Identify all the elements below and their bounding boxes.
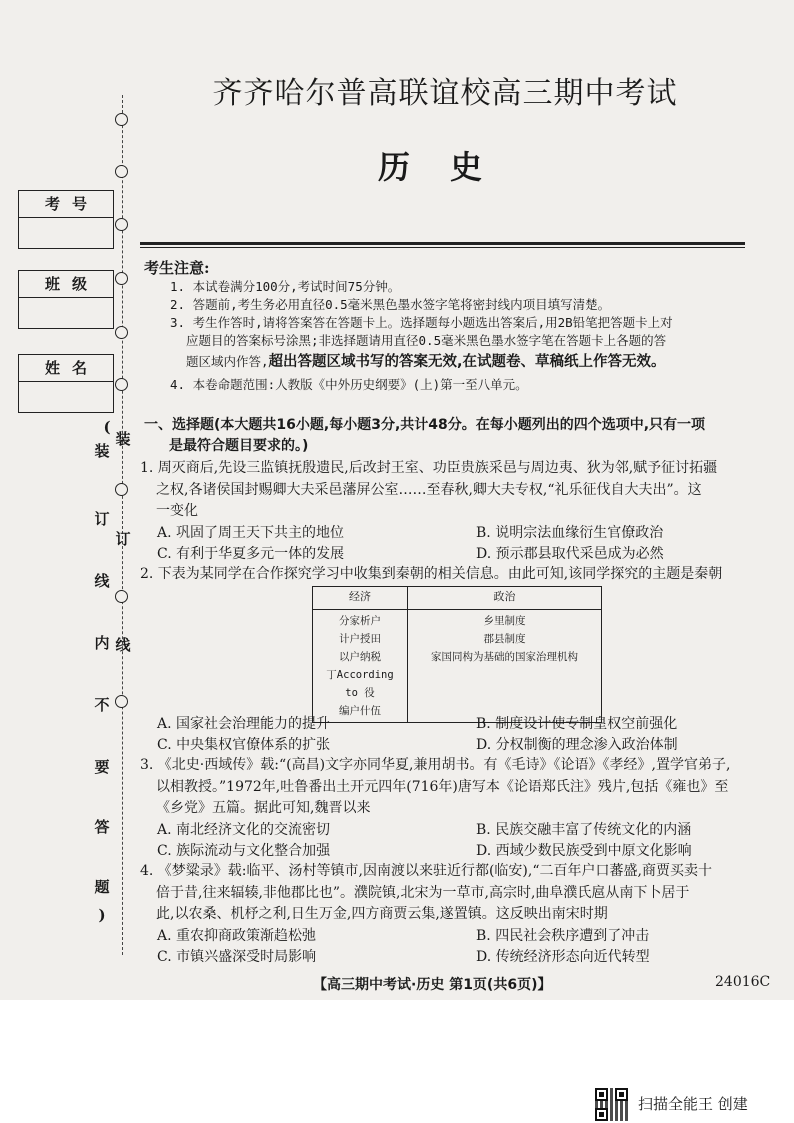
table-cell-line: 编户什伍 [339, 705, 381, 717]
class-label: 班级 [19, 271, 113, 298]
binding-char: ) [98, 906, 106, 924]
question-line: 1. 周灭商后,先设三监镇抚殷遗民,后改封王室、功臣贵族采邑与周边夷、狄为邻,赋予征讨拓疆 [140, 460, 718, 476]
header-rule-thin [140, 247, 745, 248]
table-header-politics: 政治 [408, 587, 602, 610]
binding-ring [115, 165, 128, 178]
qin-info-table [312, 586, 602, 723]
page-footer: 【高三期中考试·历史 第1页(共6页)】 [313, 977, 552, 993]
option-d[interactable]: D. 传统经济形态向近代转型 [476, 949, 650, 965]
notice-title: 考生注意: [144, 259, 210, 277]
section-heading [144, 415, 754, 457]
notice-item-text: 题区域内作答, [186, 354, 269, 369]
section-heading-line: 一、选择题(本大题共16小题,每小题3分,共计48分。在每小题列出的四个选项中,只有一项 [144, 417, 706, 433]
notice-item: 应题目的答案标号涂黑;非选择题请用直径0.5毫米黑色墨水签字笔在答题卡上各题的答 [186, 333, 667, 348]
question-line: 此,以农桑、机杼之利,日生万金,四方商贾云集,遂置镇。这反映出南宋时期 [156, 906, 608, 922]
binding-ring [115, 218, 128, 231]
notice-item: 4. 本卷命题范围:人教版《中外历史纲要》(上)第一至八单元。 [170, 377, 528, 392]
table-cell-line: 乡里制度 [483, 615, 526, 627]
option-d[interactable]: D. 西域少数民族受到中原文化影响 [476, 843, 692, 859]
table-cell-line: 丁According to 役 [326, 669, 394, 699]
exam-number-box [18, 190, 114, 249]
notice-item [186, 353, 666, 371]
binding-ring [115, 378, 128, 391]
binding-char: ( [103, 418, 111, 436]
question-2 [140, 564, 755, 586]
table-cell-line: 以户纳税 [339, 651, 381, 663]
option-c[interactable]: C. 族际流动与文化整合加强 [157, 843, 331, 859]
table-cell-line: 郡县制度 [483, 633, 526, 645]
question-line: 3. 《北史·西域传》载:“(高昌)文字亦同华夏,兼用胡书。有《毛诗》《论语》《孝经》,置学官弟子, [140, 757, 731, 773]
binding-char: 线 [115, 636, 131, 654]
binding-char: 订 [94, 510, 110, 528]
binding-char: 要 [94, 758, 110, 776]
subject-title: 历史 [377, 148, 522, 186]
section-heading-line: 是最符合题目要求的。) [169, 438, 309, 454]
notice-bold-warning: 超出答题区域书写的答案无效,在试题卷、草稿纸上作答无效。 [268, 354, 666, 370]
question-line: 2. 下表为某同学在合作探究学习中收集到秦朝的相关信息。由此可知,该同学探究的主题是秦朝 [140, 566, 723, 582]
question-line: 倍于昔,往来辐辏,非他郡比也”。濮院镇,北宋为一草市,高宗时,曲阜濮氏扈从南下卜居于 [156, 884, 690, 901]
question-line: 4. 《梦粱录》载:临平、汤村等镇市,因南渡以来驻近行都(临安),“二百年户口蕃盛,商贾买卖十 [140, 863, 712, 879]
header-rule [140, 242, 745, 245]
binding-char: 不 [94, 696, 110, 714]
notice-item: 2. 答题前,考生务必用直径0.5毫米黑色墨水签字笔将密封线内项目填写清楚。 [170, 297, 611, 312]
qr-code-icon [595, 1088, 628, 1121]
option-a[interactable]: A. 重农抑商政策渐趋松弛 [157, 928, 317, 944]
table-cell-line: 计户授田 [339, 633, 381, 645]
option-c[interactable]: C. 有利于华夏多元一体的发展 [157, 546, 345, 562]
question-1 [140, 458, 755, 523]
class-field[interactable] [19, 298, 113, 328]
option-d[interactable]: D. 预示郡县取代采邑成为必然 [476, 546, 664, 562]
exam-number-label: 考号 [19, 191, 113, 218]
binding-ring [115, 695, 128, 708]
option-c[interactable]: C. 中央集权官僚体系的扩张 [157, 737, 331, 753]
table-cell-line: 分家析户 [339, 615, 381, 627]
binding-ring [115, 326, 128, 339]
binding-char: 订 [115, 530, 131, 548]
binding-char: 装 [94, 442, 110, 460]
binding-char: 内 [94, 634, 110, 652]
binding-char: 线 [94, 572, 110, 590]
name-box [18, 354, 114, 413]
question-line: 之权,各诸侯国封赐卿大夫采邑藩屏公室……至春秋,卿大夫专权,“礼乐征伐自大夫出”。这 [156, 481, 702, 498]
option-b[interactable]: B. 说明宗法血缘衍生官僚政治 [476, 525, 664, 541]
binding-char: 答 [94, 818, 110, 836]
binding-ring [115, 272, 128, 285]
option-a[interactable]: A. 巩固了周王天下共主的地位 [157, 525, 345, 541]
scanner-watermark: 扫描全能王 创建 [638, 1095, 748, 1113]
question-3 [140, 755, 755, 820]
name-field[interactable] [19, 382, 113, 412]
option-c[interactable]: C. 市镇兴盛深受时局影响 [157, 949, 317, 965]
binding-char: 装 [115, 430, 131, 448]
binding-ring [115, 113, 128, 126]
table-header-economy: 经济 [313, 587, 408, 610]
question-line: 《乡党》五篇。据此可知,魏晋以来 [156, 800, 371, 816]
exam-title: 齐齐哈尔普高联谊校高三期中考试 [212, 76, 678, 111]
option-b[interactable]: B. 制度设计使专制皇权空前强化 [476, 716, 678, 732]
question-line: 一变化 [156, 503, 198, 519]
question-4 [140, 861, 755, 926]
option-a[interactable]: A. 国家社会治理能力的提升 [157, 716, 331, 732]
table-politics-cell [408, 610, 602, 723]
notice-item: 1. 本试卷满分100分,考试时间75分钟。 [170, 279, 401, 294]
notice-item: 3. 考生作答时,请将答案答在答题卡上。选择题每小题选出答案后,用2B铅笔把答题卡上对 [170, 315, 673, 330]
question-line: 以相教授。”1972年,吐鲁番出土开元四年(716年)唐写本《论语郑氏注》残片,包括《雍也》至 [156, 778, 729, 795]
exam-number-field[interactable] [19, 218, 113, 248]
binding-char: 题 [94, 878, 110, 896]
option-a[interactable]: A. 南北经济文化的交流密切 [157, 822, 331, 838]
binding-ring [115, 483, 128, 496]
paper-code: 24016C [715, 974, 771, 990]
option-b[interactable]: B. 民族交融丰富了传统文化的内涵 [476, 822, 692, 838]
option-d[interactable]: D. 分权制衡的理念渗入政治体制 [476, 737, 678, 753]
option-b[interactable]: B. 四民社会秩序遭到了冲击 [476, 928, 650, 944]
table-cell-line: 家国同构为基础的国家治理机构 [431, 651, 578, 663]
class-box [18, 270, 114, 329]
table-economy-cell [313, 610, 408, 723]
binding-ring [115, 590, 128, 603]
name-label: 姓名 [19, 355, 113, 382]
